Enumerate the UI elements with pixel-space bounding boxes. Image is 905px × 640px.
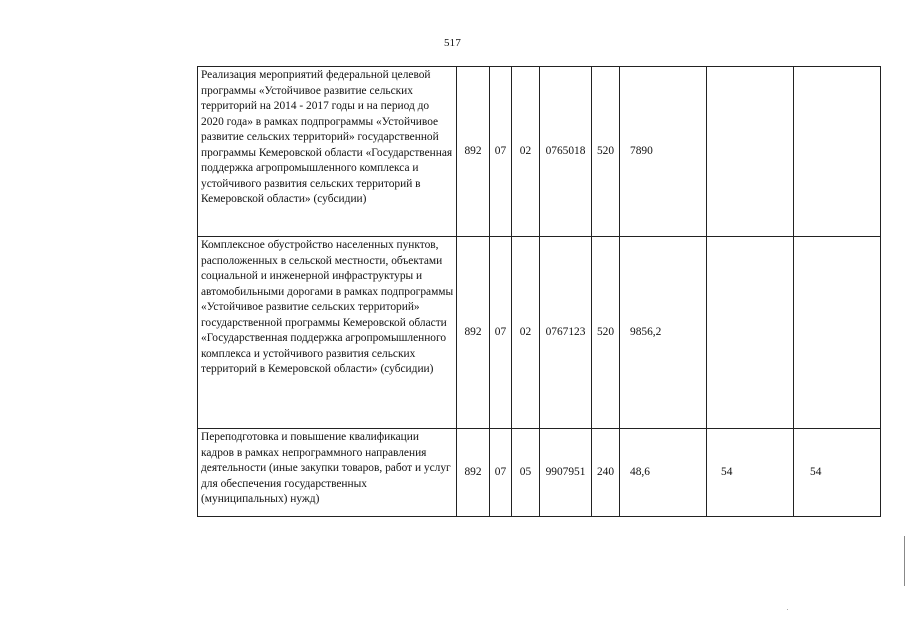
section-code: 07 — [490, 429, 512, 517]
expense-type-code: 520 — [592, 237, 620, 429]
table-row — [198, 429, 881, 517]
amount-year-3 — [794, 67, 881, 237]
department-code: 892 — [457, 429, 490, 517]
table-row — [198, 67, 881, 237]
amount-year-1: 9856,2 — [620, 237, 707, 429]
target-article-code: 0765018 — [540, 67, 592, 237]
amount-year-3 — [794, 237, 881, 429]
row-description: Переподготовка и повышение квалификации кадров в рамках непрограммного направления деятельности (иные закупки товаров, работ и услуг для обеспечения государственных (муниципальных) нужд) — [198, 429, 457, 517]
subsection-code: 02 — [512, 67, 540, 237]
expense-type-code: 520 — [592, 67, 620, 237]
page-number: 517 — [443, 37, 462, 49]
row-description: Реализация мероприятий федеральной целевой программы «Устойчивое развитие сельских территорий на 2014 - 2017 годы и на период до 2020 года» в рамках подпрограммы «Устойчивое развитие сельских территорий» государственной программы Кемеровской области «Государственная поддержка агропромышленного комплекса и устойчивого развития сельских территорий в Кемеровской области» (субсидии) — [198, 67, 457, 237]
row-description: Комплексное обустройство населенных пунктов, расположенных в сельской местности, объектами социальной и инженерной инфраструктуры и автомобильными дорогами в рамках подпрограммы «Устойчивое развитие сельских территорий» государственной программы Кемеровской области «Государственная поддержка агропромышленного комплекса и устойчивого развития сельских территорий в Кемеровской области» (субсидии) — [198, 237, 457, 429]
table-row — [198, 237, 881, 429]
amount-year-1: 48,6 — [620, 429, 707, 517]
department-code: 892 — [457, 237, 490, 429]
expense-type-code: 240 — [592, 429, 620, 517]
budget-table — [197, 66, 881, 517]
section-code: 07 — [490, 67, 512, 237]
section-code: 07 — [490, 237, 512, 429]
target-article-code: 9907951 — [540, 429, 592, 517]
target-article-code: 0767123 — [540, 237, 592, 429]
amount-year-2 — [707, 237, 794, 429]
amount-year-2: 54 — [707, 429, 794, 517]
amount-year-2 — [707, 67, 794, 237]
subsection-code: 02 — [512, 237, 540, 429]
subsection-code: 05 — [512, 429, 540, 517]
scan-speck — [787, 609, 788, 610]
department-code: 892 — [457, 67, 490, 237]
amount-year-3: 54 — [794, 429, 881, 517]
amount-year-1: 7890 — [620, 67, 707, 237]
